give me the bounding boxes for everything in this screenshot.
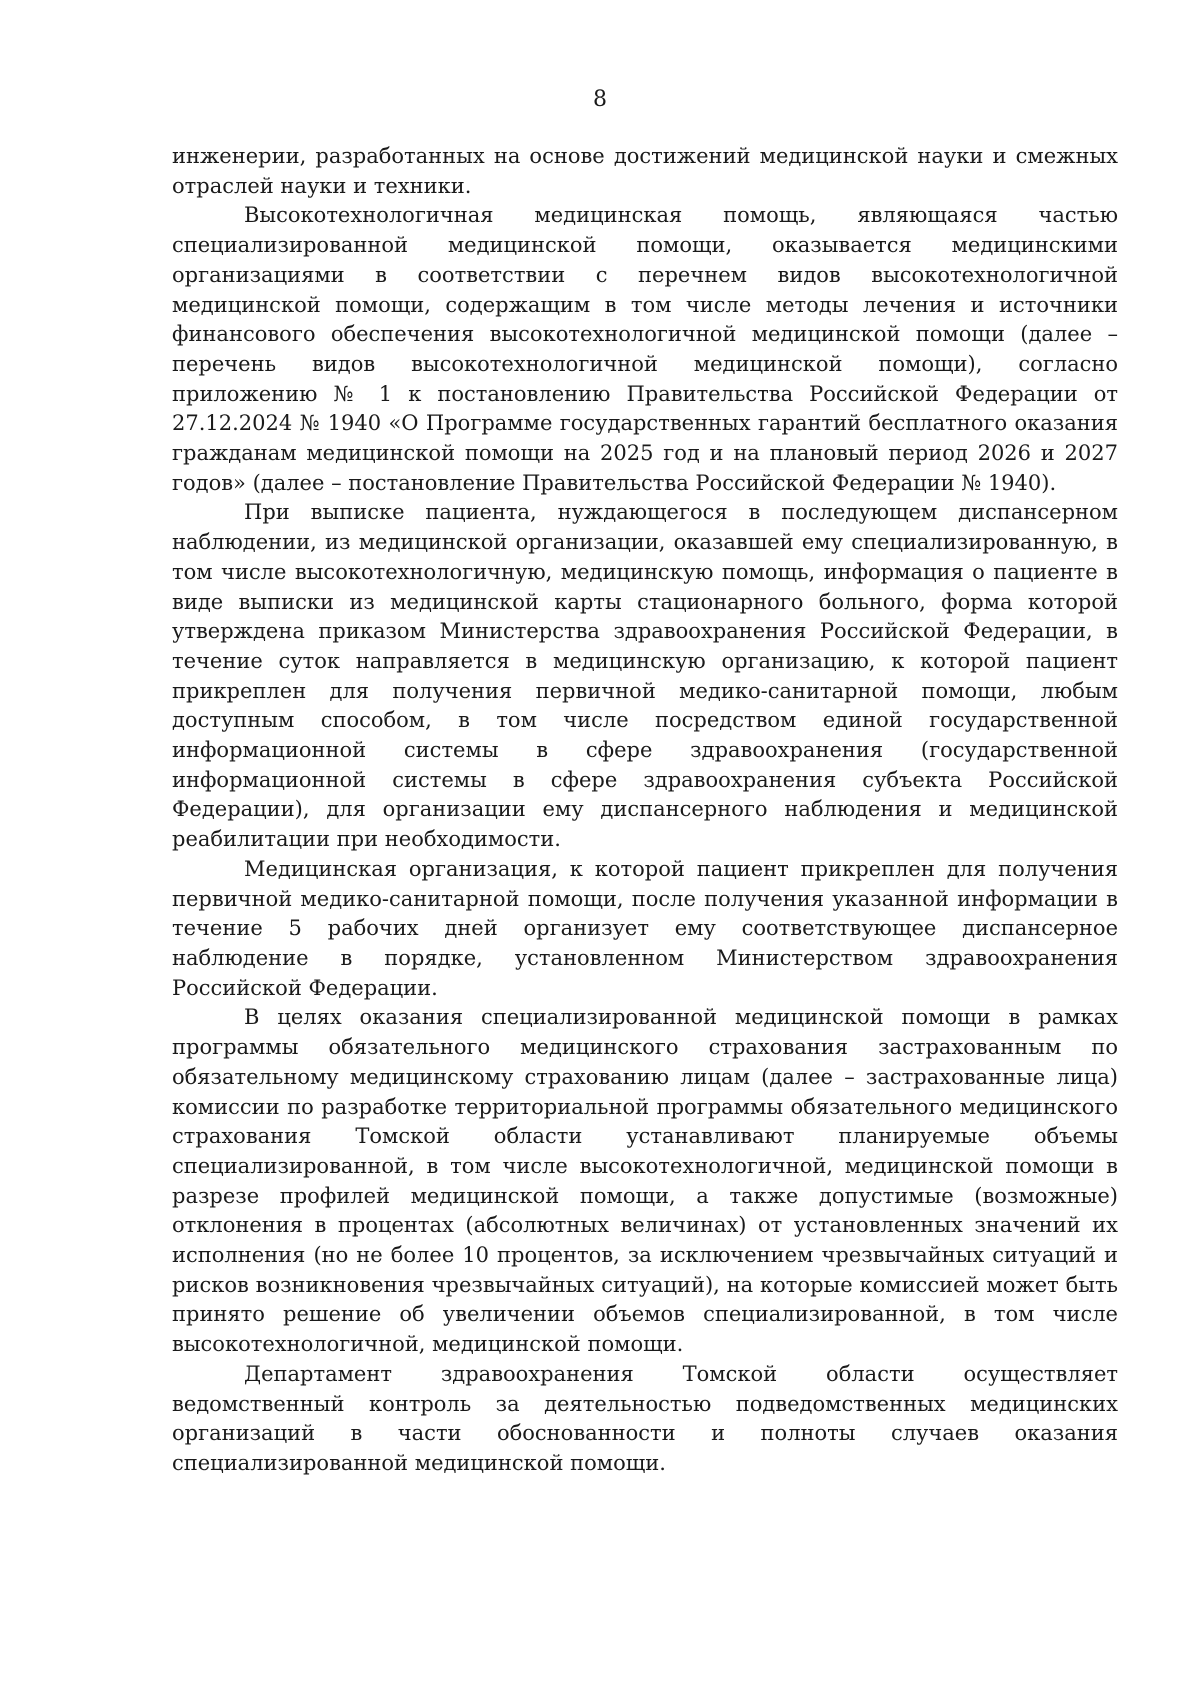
paragraph-dispensary-observation: Медицинская организация, к которой пациент прикреплен для получения первичной медико-санитарной помощи, после получения указанной информации в течение 5 рабочих дней организует ему соответствующее диспансерное наблюдение в порядке, установленном Министерством здравоохранения Российской Федерации. — [172, 856, 1118, 1000]
document-body — [172, 142, 1118, 1479]
paragraph-planned-volumes: В целях оказания специализированной медицинской помощи в рамках программы обязательного медицинского страхования застрахованным по обязательному медицинскому страхованию лицам (далее – застрахованные лица) комиссии по разработке территориальной программы обязательного медицинского страхования Томской области устанавливают планируемые объемы специализированной, в том числе высокотехнологичной, медицинской помощи в разрезе профилей медицинской помощи, а также допустимые (возможные) отклонения в процентах (абсолютных величинах) от установленных значений их исполнения (но не более 10 процентов, за исключением чрезвычайных ситуаций и рисков возникновения чрезвычайных ситуаций), на которые комиссией может быть принято решение об увеличении объемов специализированной, в том числе высокотехнологичной, медицинской помощи. — [172, 1005, 1118, 1357]
paragraph-high-tech-care: Высокотехнологичная медицинская помощь, являющаяся частью специализированной медицинской помощи, оказывается медицинскими организациями в соответствии с перечнем видов высокотехнологичной медицинской помощи, содержащим в том числе методы лечения и источники финансового обеспечения высокотехнологичной медицинской помощи (далее – перечень видов высокотехнологичной медицинской помощи), согласно приложению № 1 к постановлению Правительства Российской Федерации от 27.12.2024 № 1940 «О Программе государственных гарантий бесплатного оказания гражданам медицинской помощи на 2025 год и на плановый период 2026 и 2027 годов» (далее – постановление Правительства Российской Федерации № 1940). — [172, 203, 1118, 495]
paragraph-patient-discharge: При выписке пациента, нуждающегося в последующем диспансерном наблюдении, из медицинской организации, оказавшей ему специализированную, в том числе высокотехнологичную, медицинскую помощь, информация о пациенте в виде выписки из медицинской карты стационарного больного, форма которой утверждена приказом Министерства здравоохранения Российской Федерации, в течение суток направляется в медицинскую организацию, к которой пациент прикреплен для получения первичной медико-санитарной помощи, любым доступным способом, в том числе посредством единой государственной информационной системы в сфере здравоохранения (государственной информационной системы в сфере здравоохранения субъекта Российской Федерации), для организации ему диспансерного наблюдения и медицинской реабилитации при необходимости. — [172, 500, 1118, 852]
paragraph-departmental-control: Департамент здравоохранения Томской области осуществляет ведомственный контроль за деятельностью подведомственных медицинских организаций в части обоснованности и полноты случаев оказания специализированной медицинской помощи. — [172, 1361, 1118, 1475]
page-number: 8 — [593, 87, 607, 112]
paragraph-continuation: инженерии, разработанных на основе достижений медицинской науки и смежных отраслей науки и техники. — [172, 144, 1118, 198]
